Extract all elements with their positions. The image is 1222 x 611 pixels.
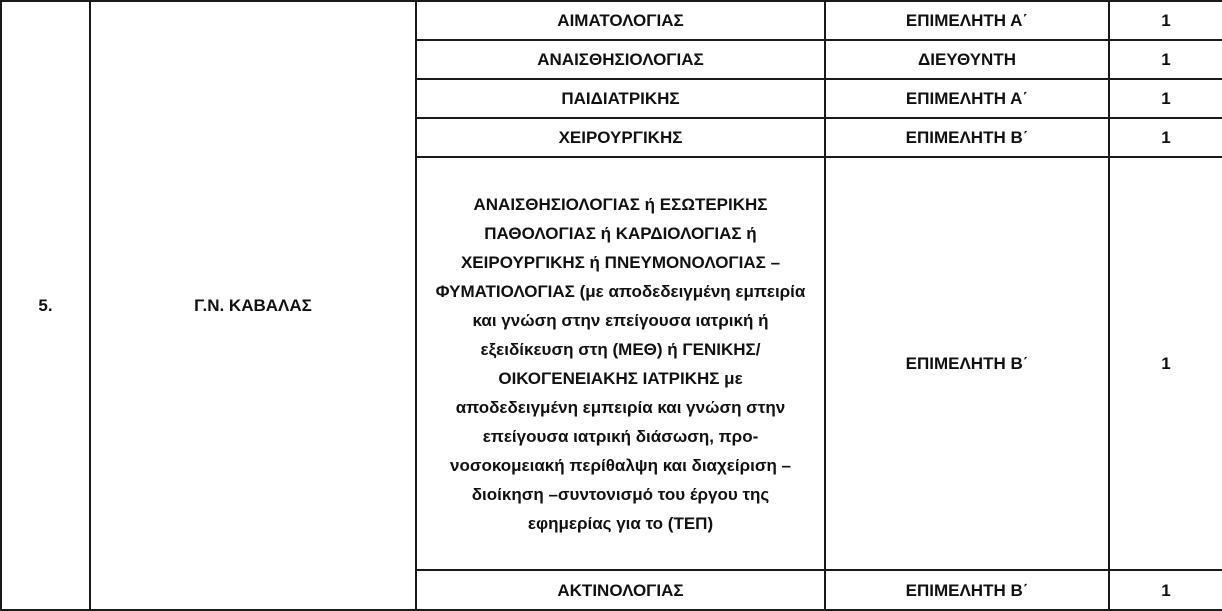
count-cell [1109, 157, 1222, 570]
specialty-text: ΠΑΙΔΙΑΤΡΙΚΗΣ [561, 89, 680, 108]
count-text: 1 [1161, 128, 1171, 147]
rank-text: ΕΠΙΜΕΛΗΤΗ Α΄ [905, 11, 1029, 30]
count-cell [1109, 40, 1222, 79]
specialty-cell [416, 40, 825, 79]
specialty-cell [416, 1, 825, 40]
table-row [1, 1, 1222, 40]
specialty-text: ΑΚΤΙΝΟΛΟΓΙΑΣ [557, 580, 684, 600]
rank-text: ΔΙΕΥΘΥΝΤΗ [918, 50, 1016, 69]
row-number-cell [1, 1, 90, 610]
rank-cell [825, 157, 1109, 570]
count-cell [1109, 1, 1222, 40]
rank-cell [825, 118, 1109, 157]
rank-text: ΕΠΙΜΕΛΗΤΗ Β΄ [905, 580, 1029, 600]
specialty-text: ΑΝΑΙΣΘΗΣΙΟΛΟΓΙΑΣ ή ΕΣΩΤΕΡΙΚΗΣ ΠΑΘΟΛΟΓΙΑΣ ή ΚΑΡΔΙΟΛΟΓΙΑΣ ή ΧΕΙΡΟΥΡΓΙΚΗΣ ή ΠΝΕΥΜΟΝΟΛΟΓΙΑΣ – ΦΥΜΑΤΙΟΛΟΓΙΑΣ (με αποδεδειγμένη εμπειρία και γνώση στην επείγουσα ιατρική ή εξειδίκευση στη (ΜΕΘ) ή ΓΕΝΙΚΗΣ/ΟΙΚΟΓΕΝΕΙΑΚΗΣ ΙΑΤΡΙΚΗΣ με αποδεδειγμένη εμπειρία και γνώση στην επείγουσα ιατρική διάσωση, προ-νοσοκομειακή περίθαλψη και διαχείριση –διοίκηση –συντονισμό του έργου της εφημερίας για το (ΤΕΠ) [435, 194, 806, 533]
rank-cell [825, 570, 1109, 610]
specialty-cell [416, 570, 825, 610]
rank-text: ΕΠΙΜΕΛΗΤΗ Α΄ [905, 89, 1029, 108]
hospital-cell [90, 1, 416, 610]
count-cell [1109, 118, 1222, 157]
specialty-cell [416, 157, 825, 570]
rank-text: ΕΠΙΜΕΛΗΤΗ Β΄ [905, 128, 1029, 147]
specialty-text: ΑΝΑΙΣΘΗΣΙΟΛΟΓΙΑΣ [537, 50, 704, 69]
count-cell [1109, 570, 1222, 610]
rank-text: ΕΠΙΜΕΛΗΤΗ Β΄ [905, 354, 1029, 373]
count-text: 1 [1161, 50, 1171, 69]
rank-cell [825, 1, 1109, 40]
specialty-cell [416, 118, 825, 157]
count-text: 1 [1161, 89, 1171, 108]
row-number: 5. [38, 296, 53, 315]
rank-cell [825, 79, 1109, 118]
specialty-text: ΧΕΙΡΟΥΡΓΙΚΗΣ [558, 128, 683, 147]
count-text: 1 [1161, 11, 1171, 30]
specialty-cell [416, 79, 825, 118]
count-text: 1 [1161, 354, 1171, 373]
count-text: 1 [1161, 580, 1171, 600]
count-cell [1109, 79, 1222, 118]
hospital-name: Γ.Ν. ΚΑΒΑΛΑΣ [194, 296, 312, 315]
specialty-text: ΑΙΜΑΤΟΛΟΓΙΑΣ [557, 11, 684, 30]
rank-cell [825, 40, 1109, 79]
